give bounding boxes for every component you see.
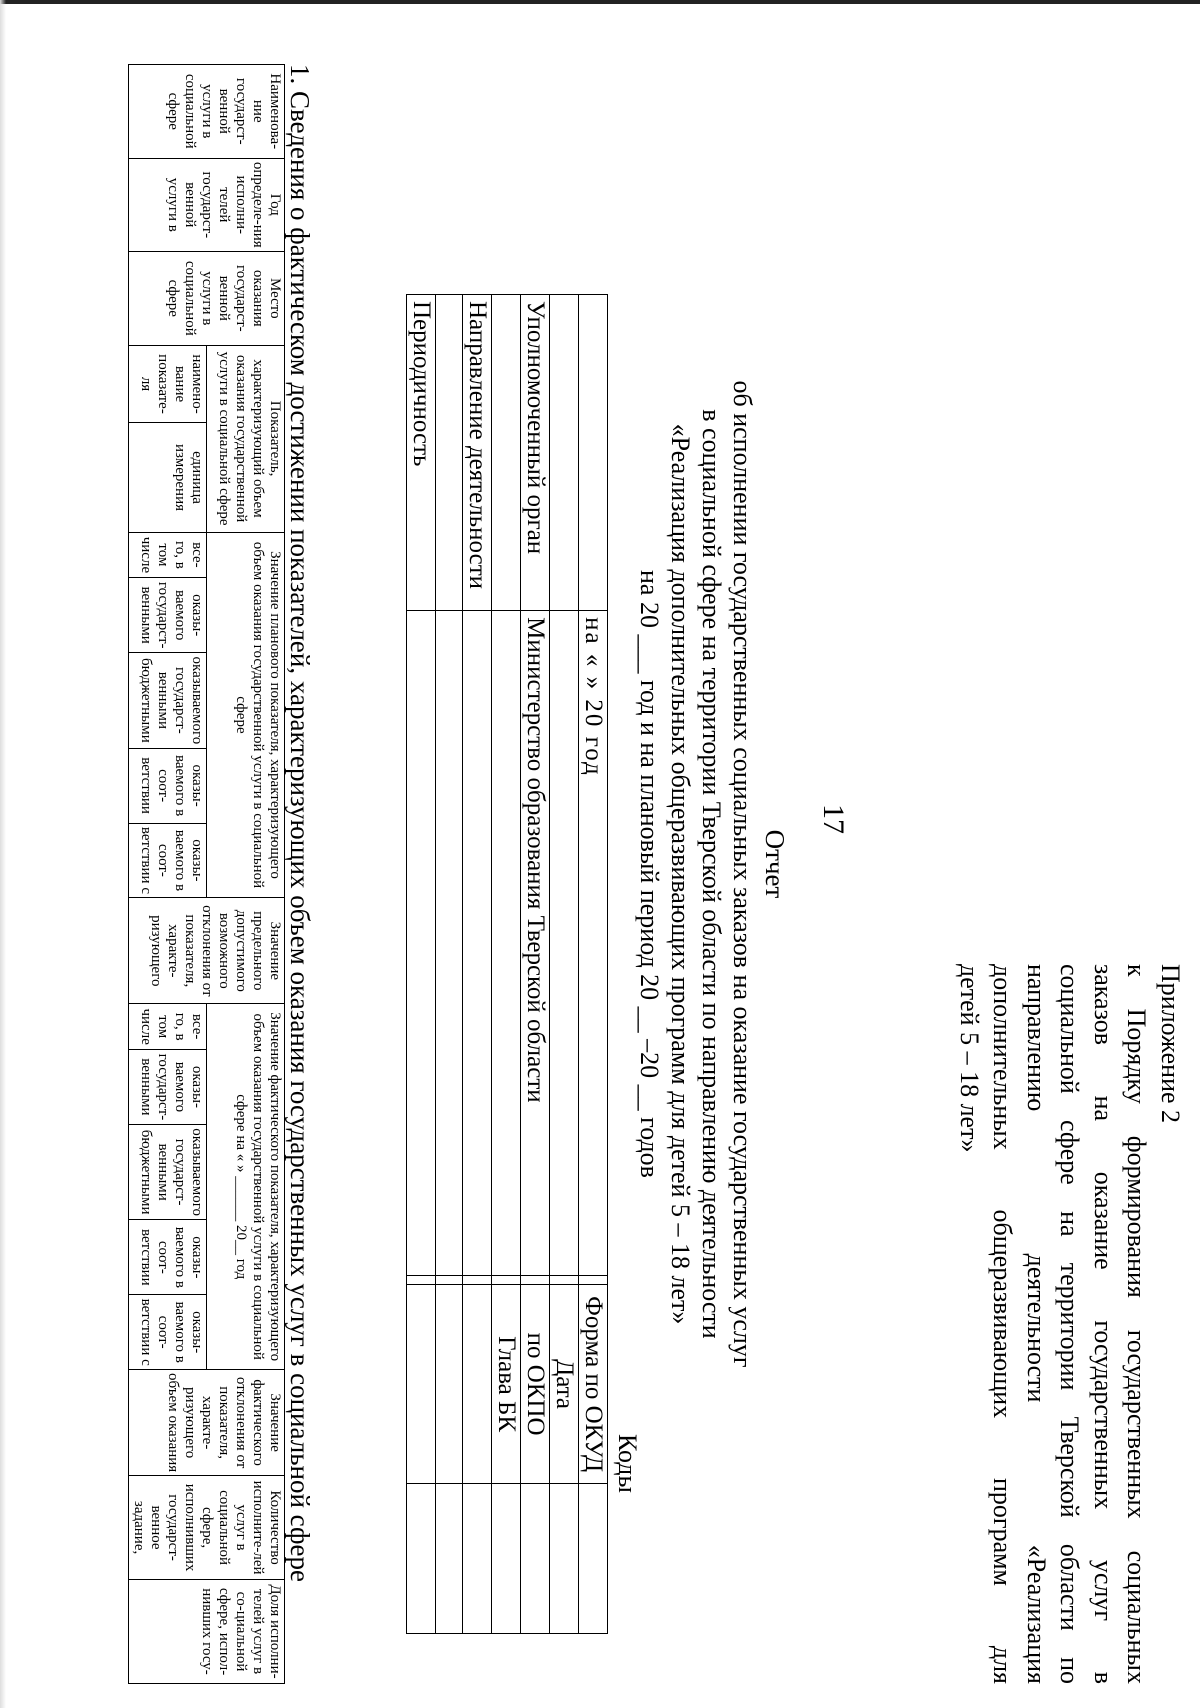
- appendix-line: Приложение 2: [1156, 964, 1185, 1124]
- form-cell: [463, 1285, 492, 1483]
- header-executor-count: Количество исполните-лей услуг в социальной сфере, исполнивших государст-венное задание,: [129, 1476, 285, 1580]
- appendix-line: заказов на оказание государственных услуг в: [1089, 964, 1118, 1684]
- codes-label: Коды: [613, 1434, 642, 1493]
- form-cell: [579, 295, 608, 611]
- report-subtitle-line: на 20 ___ год и на плановый период 20 __ –20 __ годов: [635, 570, 664, 1178]
- table-header-row: [207, 65, 285, 1684]
- date-value: [550, 1483, 579, 1633]
- form-okud-value: [579, 1483, 608, 1633]
- form-cell: [436, 295, 463, 611]
- header-max-deviation: Значение предельного допустимого возможного отклонения от показателя, характе-ризующего: [129, 898, 285, 1004]
- okpo-value: [521, 1483, 550, 1633]
- header-plan: Значение планового показателя, характеризующего объем оказания государственной услуги в социальной сфере: [207, 532, 285, 898]
- form-row: [407, 295, 436, 1634]
- form-row: [463, 295, 492, 1634]
- form-cell: [407, 1285, 436, 1483]
- section-title: 1. Сведения о фактическом достижении показателей, характеризующих объем оказания государственных услуг в социальной сфере: [285, 64, 315, 1582]
- appendix-block: [953, 964, 1188, 1684]
- header-executor-share: Доля исполни-телей услуг в со-циальной сфере, испол-нивших госу-: [129, 1580, 285, 1684]
- header-fact-deviation: Значение фактического отклонения от показателя, характе-ризующего объем оказания: [129, 1370, 285, 1476]
- appendix-line: направлению деятельности «Реализация: [1022, 964, 1051, 1684]
- form-cell: [463, 1275, 492, 1284]
- form-cell: [492, 1275, 521, 1284]
- header-fact-c: оказы-ваемого в соот-ветствии: [129, 1220, 207, 1295]
- form-row: [550, 295, 579, 1634]
- scan-left-shadow: [0, 0, 6, 1708]
- header-fact: Значение фактического показателя, характеризующего объем оказания государственной услуги в социальной сфере на « » ______ 20__ год: [207, 1004, 285, 1370]
- form-cell: [550, 295, 579, 611]
- header-plan-c: оказы-ваемого в соот-ветствии: [129, 748, 207, 823]
- header-fact-total: все-го, в том числе: [129, 1004, 207, 1050]
- header-service-name: Наименова-ние государст-венной услуги в социальной сфере: [129, 65, 285, 159]
- direction-value: [463, 611, 492, 1276]
- header-fact-a: оказы-ваемого государст-венными: [129, 1050, 207, 1125]
- form-cell: [550, 611, 579, 1276]
- bk-value: [492, 1483, 521, 1633]
- appendix-line: к Порядку формирования государственных социальных: [1122, 964, 1152, 1684]
- appendix-line: социальной сфере на территории Тверской области по: [1055, 964, 1085, 1684]
- form-cell: [521, 1275, 550, 1284]
- authority-value: Министерство образования Тверской области: [521, 611, 550, 1276]
- report-subtitle-line: в социальной сфере на территории Тверской области по направлению деятельности: [697, 409, 726, 1339]
- form-cell: [436, 1285, 463, 1483]
- page-number: 17: [817, 804, 850, 834]
- bk-label: Глава БК: [492, 1285, 521, 1483]
- header-indicator-unit: единица измерения: [129, 423, 207, 532]
- header-indicator: Показатель, характеризующий объем оказания государственной услуги в социальной сфере: [207, 345, 285, 532]
- rotated-document-page: [10, 4, 1190, 1704]
- form-row: [492, 295, 521, 1634]
- header-plan-total: все-го, в том числе: [129, 532, 207, 578]
- form-cell: [492, 611, 521, 1276]
- header-plan-b: оказываемого государст-венными бюджетными: [129, 653, 207, 749]
- form-row: [436, 295, 463, 1634]
- indicators-table: [128, 64, 285, 1684]
- header-plan-d: оказы-ваемого в соот-ветствии с: [129, 823, 207, 898]
- header-place: Место оказания государст-венной услуги в социальной сфере: [129, 252, 285, 346]
- report-subtitle: [634, 274, 758, 1474]
- periodicity-label: Периодичность: [407, 295, 436, 611]
- report-subtitle-line: об исполнении государственных социальных заказов на оказание государственных услуг: [728, 380, 757, 1368]
- form-cell: [436, 1483, 463, 1633]
- form-cell: [436, 1275, 463, 1284]
- direction-label: Направление деятельности: [463, 295, 492, 611]
- header-year: Год определе-ния исполни-телей государст-венной услуги в: [129, 158, 285, 252]
- form-cell: [407, 1275, 436, 1284]
- form-cell: [407, 1483, 436, 1633]
- periodicity-value: [407, 611, 436, 1276]
- form-okud-label: Форма по ОКУД: [579, 1285, 608, 1483]
- header-plan-a: оказы-ваемого государст-венными: [129, 578, 207, 653]
- form-row: [579, 295, 608, 1634]
- appendix-line: дополнительных общеразвивающих программ для: [988, 964, 1018, 1684]
- form-cell: [579, 1275, 608, 1284]
- report-subtitle-line: «Реализация дополнительных общеразвивающих программ для детей 5 – 18 лет»: [666, 423, 695, 1325]
- report-title: Отчет: [760, 829, 790, 899]
- form-cell: [492, 295, 521, 611]
- appendix-line: детей 5 – 18 лет»: [955, 964, 984, 1153]
- header-fact-b: оказываемого государст-венными бюджетными: [129, 1124, 207, 1220]
- header-fact-d: оказы-ваемого в соот-ветствии с: [129, 1295, 207, 1370]
- header-indicator-name: наимено-вание показате-ля: [129, 345, 207, 423]
- okpo-label: по ОКПО: [521, 1285, 550, 1483]
- header-form-table: [406, 294, 608, 1634]
- form-cell: [550, 1275, 579, 1284]
- form-cell: [436, 611, 463, 1276]
- form-row: [521, 295, 550, 1634]
- report-date-line: на « » 20 год: [579, 611, 608, 1276]
- authority-label: Уполномоченный орган: [521, 295, 550, 611]
- date-label: Дата: [550, 1285, 579, 1483]
- form-cell: [463, 1483, 492, 1633]
